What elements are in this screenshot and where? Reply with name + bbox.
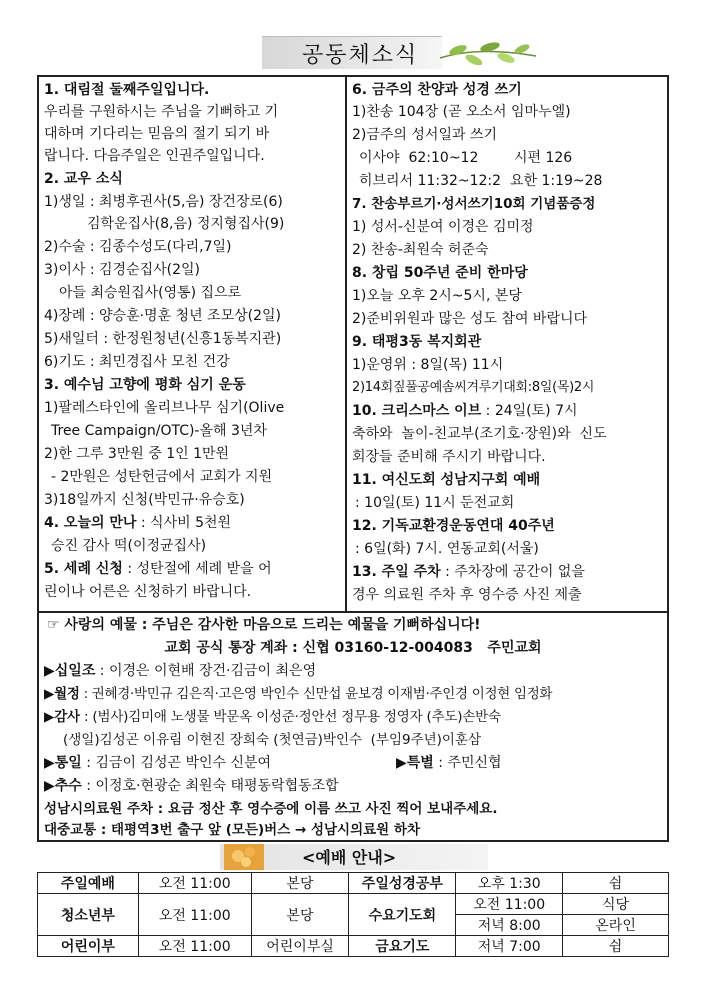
tithe-label: ▶십일조: [44, 663, 96, 679]
offering-box: [37, 613, 669, 842]
s4-line: 승진 감사 떡(이정균집사): [51, 538, 207, 554]
schedule-cell: 본당: [251, 894, 349, 936]
section-4: [44, 512, 341, 534]
harvest-row: [44, 775, 663, 797]
schedule-cell: 온라인: [563, 915, 669, 936]
s2-line: 6)기도 : 최민경집사 모친 건강: [44, 354, 230, 370]
s6-line: 2)금주의 성서일과 쓰기: [352, 127, 497, 143]
page-title: 공동체소식: [302, 43, 419, 68]
s10-line: 축하와 놀이-친교부(조기호·장원)와 신도: [352, 426, 607, 442]
schedule-cell: 청소년부: [38, 894, 139, 936]
right-column: [347, 77, 667, 611]
s3-line: - 2만원은 성탄헌금에서 교회가 지원: [51, 469, 273, 485]
schedule-cell: 본당: [251, 873, 349, 894]
special-row: [396, 752, 663, 774]
section-13: [352, 561, 663, 583]
s6-line: 이사야 62:10~12 시편 126: [359, 150, 573, 166]
s9-line: 2)14회짚풀공예솜씨겨루기대회:8일(목)2시: [352, 380, 595, 395]
section-4-text: : 식사비 5천원: [136, 515, 232, 531]
schedule-cell: 오전 11:00: [138, 936, 251, 957]
schedule-row: [38, 873, 669, 894]
s7-line: 2) 찬송-최원숙 허준숙: [352, 242, 489, 258]
section-7-title: 7. 찬송부르기·성서쓰기10회 기념품증정: [352, 196, 596, 212]
schedule-cell: 오전 11:00: [138, 894, 251, 936]
section-2-title: 2. 교우 소식: [44, 171, 123, 187]
special-names: : 주민신협: [433, 755, 502, 771]
special-label: ▶특별: [396, 755, 434, 771]
section-5-text: : 성탄절에 세례 받을 어: [122, 561, 272, 577]
s9-line: 1)운영위 : 8일(목) 11시: [352, 357, 504, 373]
s1-line: 랍니다. 다음주일은 인권주일입니다.: [44, 148, 265, 164]
schedule-cell: 쉼: [563, 936, 669, 957]
s13-line: 경우 의료원 주차 후 영수증 사진 제출: [352, 587, 582, 603]
schedule-cell: 식당: [563, 894, 669, 915]
leaves-icon: [438, 36, 538, 70]
section-10-text: : 24일(토) 7시: [481, 403, 578, 419]
section-13-title: 13. 주일 주차: [352, 564, 441, 580]
section-8-title: 8. 창립 50주년 준비 한마당: [352, 265, 528, 281]
section-12-title: 12. 기독교환경운동연대 40주년: [352, 518, 555, 534]
thanks-row: [44, 706, 663, 728]
s3-line: 1)팔레스타인에 올리브나무 심기(Olive: [44, 400, 285, 416]
section-13-text: : 주차장에 공간이 없을: [440, 564, 585, 580]
worship-header: [220, 842, 488, 870]
schedule-cell: 오전 11:00: [456, 894, 563, 915]
s3-line: Tree Campaign/OTC)-올해 3년차: [51, 423, 267, 439]
s2-line: 5)새일터 : 한정원청년(신흥1동복지관): [44, 331, 282, 347]
section-5-title: 5. 세례 신청: [44, 561, 123, 577]
schedule-cell: 주일예배: [38, 873, 139, 894]
s2-line: 2)수술 : 김종수성도(다리,7일): [44, 239, 232, 255]
section-5: [44, 558, 341, 580]
s7-line: 1) 성서-신분여 이경은 김미정: [352, 219, 534, 235]
parking-notice: 성남시의료원 주차 : 요금 정산 후 영수증에 이름 쓰고 사진 찍어 보내주세요.: [44, 801, 498, 817]
schedule-row: [38, 936, 669, 957]
section-3-title: 3. 예수님 고향에 평화 심기 운동: [44, 377, 246, 393]
s2-line: 아들 최승원집사(영통) 집으로: [59, 285, 242, 301]
s2-line: 1)생일 : 최병후권사(5,음) 장건장로(6): [44, 194, 283, 210]
s12-line: : 6일(화) 7시. 연동교회(서울): [355, 541, 539, 557]
news-grid: [37, 75, 669, 613]
s2-line: 김학운집사(8,음) 정지형집사(9): [87, 216, 285, 232]
s6-line: 1)찬송 104장 (곧 오소서 임마누엘): [352, 104, 571, 120]
unity-names: : 김금이 김성곤 박인수 신분여: [81, 755, 272, 771]
weekly-label: ▶월정: [44, 686, 80, 702]
section-9-title: 9. 태평3동 복지회관: [352, 334, 482, 350]
thanks-label: ▶감사: [44, 709, 80, 725]
s2-line: 3)이사 : 김경순집사(2일): [44, 262, 201, 278]
s3-line: 2)한 그루 3만원 중 1인 1만원: [44, 446, 230, 462]
unity-label: ▶통일: [44, 755, 82, 771]
worship-title: <예배 안내>: [302, 848, 397, 867]
tithe-names: : 이경은 이현배 장건·김금이 최은영: [95, 663, 317, 679]
left-column: [39, 77, 347, 611]
schedule-cell: 쉼: [563, 873, 669, 894]
transit-notice: 대중교통 : 태평역3번 출구 앞 (모든)버스 → 성남시의료원 하차: [44, 822, 420, 838]
section-6-title: 6. 금주의 찬양과 성경 쓰기: [352, 82, 522, 98]
schedule-cell: 저녁 8:00: [456, 915, 563, 936]
section-11-title: 11. 여신도회 성남지구회 예배: [352, 472, 541, 488]
harvest-label: ▶추수: [44, 778, 82, 794]
flower-icon: [224, 842, 264, 870]
schedule-cell: 오전 11:00: [138, 873, 251, 894]
s10-line: 회장들 준비해 주시기 바랍니다.: [352, 449, 546, 465]
section-10-title: 10. 크리스마스 이브: [352, 403, 482, 419]
schedule-cell: 수요기도회: [349, 894, 456, 936]
schedule-row: [38, 894, 669, 915]
s6-line: 히브리서 11:32~12:2 요한 1:19~28: [359, 173, 603, 189]
s1-line: 대하며 기다리는 믿음의 절기 되기 바: [44, 126, 270, 142]
schedule-cell: 오후 1:30: [456, 873, 563, 894]
section-10: [352, 400, 663, 422]
s5-line: 린이나 어른은 신청하기 바랍니다.: [44, 584, 252, 600]
schedule-cell: 어린이부: [38, 936, 139, 957]
worship-schedule: [37, 872, 669, 957]
s3-line: 3)18일까지 신청(박민규·유승호): [44, 492, 245, 508]
s11-line: : 10일(토) 11시 둔전교회: [355, 495, 515, 511]
harvest-names: : 이정호·현광순 최원숙 태평동락협동조합: [81, 778, 339, 794]
schedule-cell: 주일성경공부: [349, 873, 456, 894]
section-4-title: 4. 오늘의 만나: [44, 515, 137, 531]
s8-line: 1)오늘 오후 2시~5시, 본당: [352, 288, 522, 304]
s8-line: 2)준비위원과 많은 성도 참여 바랍니다: [352, 311, 588, 327]
weekly-row: [44, 683, 663, 705]
offering-title: ☞ 사랑의 예물 : 주님은 감사한 마음으로 드리는 예물을 기뻐하십니다!: [47, 617, 481, 633]
thanks-row-2: (생일)김성곤 이유림 이현진 장희숙 (첫연금)박인수 (부임9주년)이훈삼: [63, 732, 482, 748]
bank-account: 교회 공식 통장 계좌 : 신협 03160-12-004083 주민교회: [164, 640, 542, 656]
thanks-names: : (범사)김미애 노생물 박문옥 이성준·정안선 정무용 정영자 (추도)손반숙: [79, 709, 501, 725]
title-banner: [262, 36, 532, 70]
schedule-cell: 저녁 7:00: [456, 936, 563, 957]
schedule-cell: 어린이부실: [251, 936, 349, 957]
s2-line: 4)장례 : 양승훈·명훈 청년 조모상(2일): [44, 308, 281, 324]
tithe-row: [44, 660, 663, 682]
section-1-title: 1. 대림절 둘째주일입니다.: [44, 82, 210, 98]
schedule-cell: 금요기도: [349, 936, 456, 957]
weekly-names: : 권혜경·박민규 김은직·고은영 박인수 신만섭 윤보경 이재범·주인경 이정현 임정화: [79, 686, 553, 702]
s1-line: 우리를 구원하시는 주님을 기뻐하고 기: [44, 104, 279, 120]
